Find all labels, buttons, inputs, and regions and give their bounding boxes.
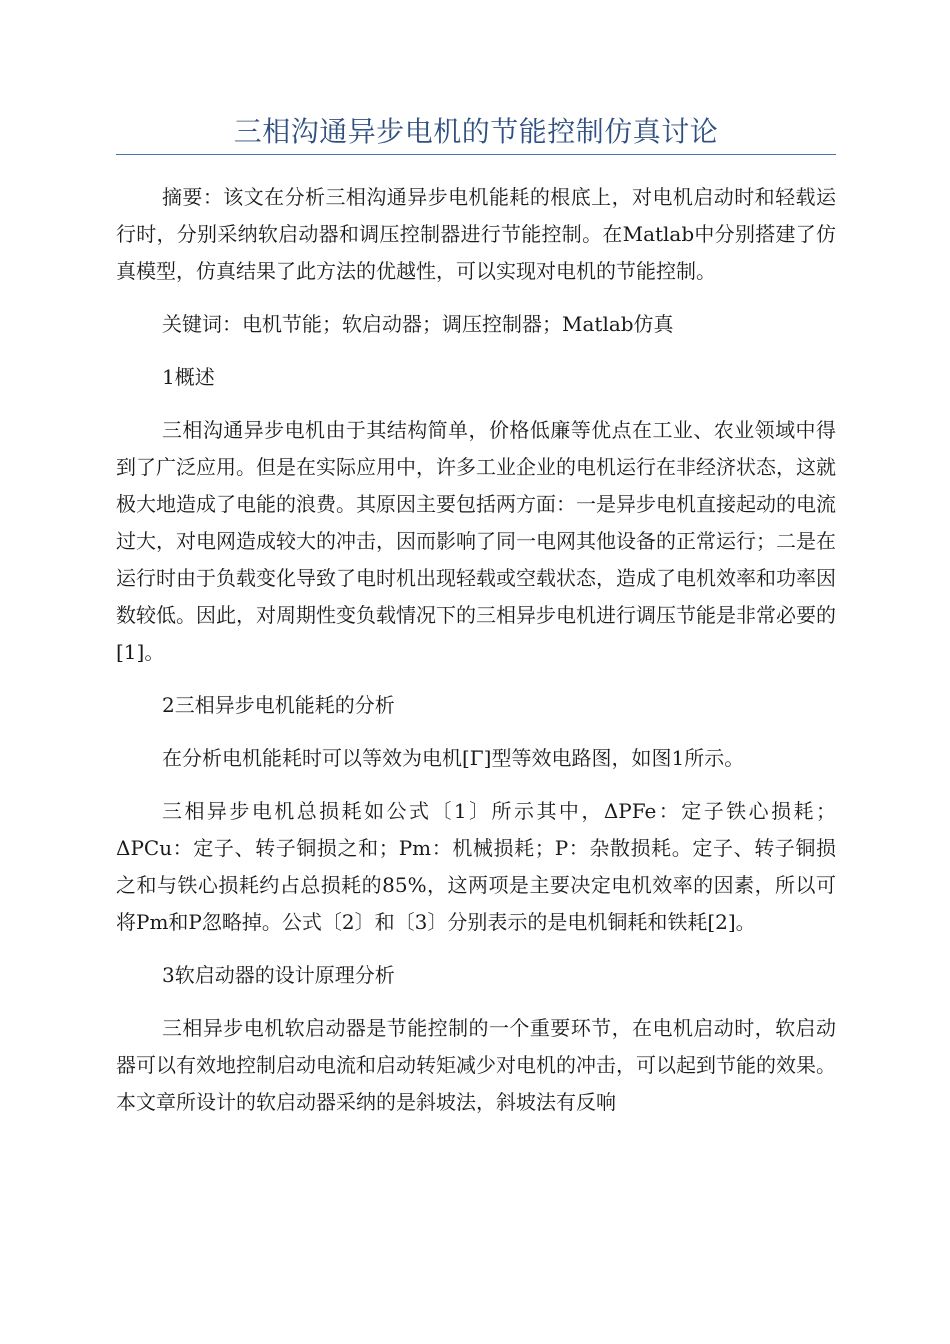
section-3-heading: 3软启动器的设计原理分析 xyxy=(162,963,395,987)
section-1-heading: 1概述 xyxy=(162,365,215,389)
section-2-paragraph-1: 在分析电机能耗时可以等效为电机[Γ]型等效电路图，如图1所示。 xyxy=(162,746,745,770)
title-underline xyxy=(116,154,836,155)
section-2-heading: 2三相异步电机能耗的分析 xyxy=(162,693,395,717)
section-2-paragraph-2: 三相异步电机总损耗如公式〔1〕所示其中，ΔPFe：定子铁心损耗；ΔPCu：定子、转子铜损之和；Pm：机械损耗；P：杂散损耗。定子、转子铜损之和与铁心损耗约占总损耗的85%，这两项是主要决定电机效率的因素，所以可将Pm和P忽略掉。公式〔2〕和〔3〕分别表示的是电机铜耗和铁耗[2]。 xyxy=(116,799,836,934)
section-3-paragraph: 三相异步电机软启动器是节能控制的一个重要环节，在电机启动时，软启动器可以有效地控制启动电流和启动转矩减少对电机的冲击，可以起到节能的效果。本文章所设计的软启动器采纳的是斜坡法，斜坡法有反响 xyxy=(116,1016,836,1114)
abstract-paragraph: 摘要：该文在分析三相沟通异步电机能耗的根底上，对电机启动时和轻载运行时，分别采纳软启动器和调压控制器进行节能控制。在Matlab中分别搭建了仿真模型，仿真结果了此方法的优越性，可以实现对电机的节能控制。 xyxy=(116,185,836,283)
keywords-line: 关键词：电机节能；软启动器；调压控制器；Matlab仿真 xyxy=(162,312,674,336)
section-1-paragraph: 三相沟通异步电机由于其结构简单，价格低廉等优点在工业、农业领域中得到了广泛应用。但是在实际应用中，许多工业企业的电机运行在非经济状态，这就极大地造成了电能的浪费。其原因主要包括两方面：一是异步电机直接起动的电流过大，对电网造成较大的冲击，因而影响了同一电网其他设备的正常运行；二是在运行时由于负载变化导致了电时机出现轻载或空载状态，造成了电机效率和功率因数较低。因此，对周期性变负载情况下的三相异步电机进行调压节能是非常必要的[1]。 xyxy=(116,418,836,664)
document-title: 三相沟通异步电机的节能控制仿真讨论 xyxy=(233,115,719,148)
document-page xyxy=(116,112,836,1137)
